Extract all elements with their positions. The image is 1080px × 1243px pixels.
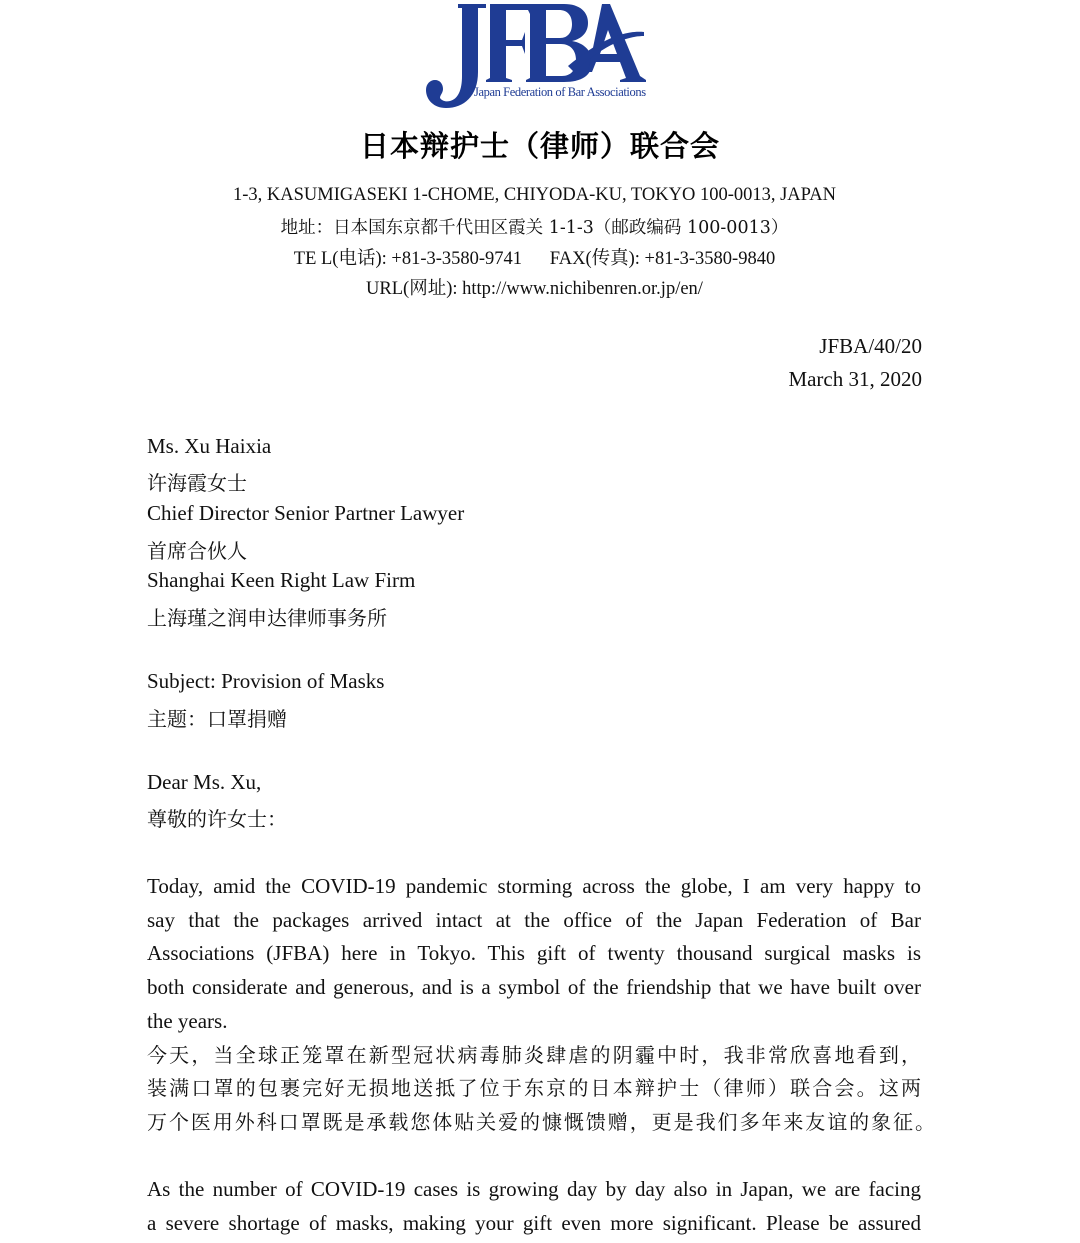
org-name: 日本辩护士（律师）联合会 [359, 129, 720, 163]
salutation-cn: 尊敬的许女士： [147, 807, 287, 831]
body-p1-line-1: Today, amid the COVID-19 pandemic storming across the globe, I am very happy to [147, 874, 921, 898]
body-p1-line-2: say that the packages arrived intact at the office of the Japan Federation of Bar [147, 908, 921, 932]
address-en: 1-3, KASUMIGASEKI 1-CHOME, CHIYODA-KU, TOKYO 100-0013, JAPAN [233, 185, 836, 205]
recipient-title-en: Chief Director Senior Partner Lawyer [147, 501, 465, 525]
jfba-logo [424, 0, 646, 112]
website-url: URL(网址): http://www.nichibenren.or.jp/en/ [366, 279, 703, 299]
body-p1-line-3: Associations (JFBA) here in Tokyo. This gift of twenty thousand surgical masks is [147, 941, 921, 965]
address-cn: 地址：日本国东京都千代田区霞关 1-1-3（邮政编码 100-0013） [280, 218, 789, 238]
tel-fax: TE L(电话): +81-3-3580-9741 FAX(传真): +81-3-3580-9840 [293, 249, 776, 269]
body-p2-line-1: As the number of COVID-19 cases is growing day by day also in Japan, we are facing [147, 1177, 921, 1201]
body-p1-cn-line-1: 今天，当全球正笼罩在新型冠状病毒肺炎肆虐的阴霾中时，我非常欣喜地看到， [147, 1043, 921, 1067]
body-p1-cn-line-2: 装满口罩的包裹完好无损地送抵了位于东京的日本辩护士（律师）联合会。这两 [147, 1076, 921, 1100]
logo-subtext: Japan Federation of Bar Associations [474, 85, 646, 99]
reference-number: JFBA/40/20 [819, 334, 922, 358]
recipient-title-cn: 首席合伙人 [147, 539, 247, 563]
salutation-en: Dear Ms. Xu, [147, 770, 262, 794]
recipient-firm-cn: 上海瑾之润申达律师事务所 [147, 606, 387, 630]
recipient-name-cn: 许海霞女士 [147, 471, 247, 495]
body-p2-line-2: a severe shortage of masks, making your gift even more significant. Please be assured [147, 1211, 921, 1235]
body-p1-line-5: the years. [147, 1009, 228, 1033]
recipient-name-en: Ms. Xu Haixia [147, 434, 272, 458]
subject-en: Subject: Provision of Masks [147, 669, 385, 693]
recipient-firm-en: Shanghai Keen Right Law Firm [147, 568, 416, 592]
letter-date: March 31, 2020 [788, 367, 922, 391]
body-p1-cn-line-3: 万个医用外科口罩既是承载您体贴关爱的慷慨馈赠，更是我们多年来友谊的象征。 [147, 1110, 935, 1134]
subject-cn: 主题：口罩捐赠 [147, 707, 287, 731]
body-p1-line-4: both considerate and generous, and is a symbol of the friendship that we have built over [147, 975, 921, 999]
